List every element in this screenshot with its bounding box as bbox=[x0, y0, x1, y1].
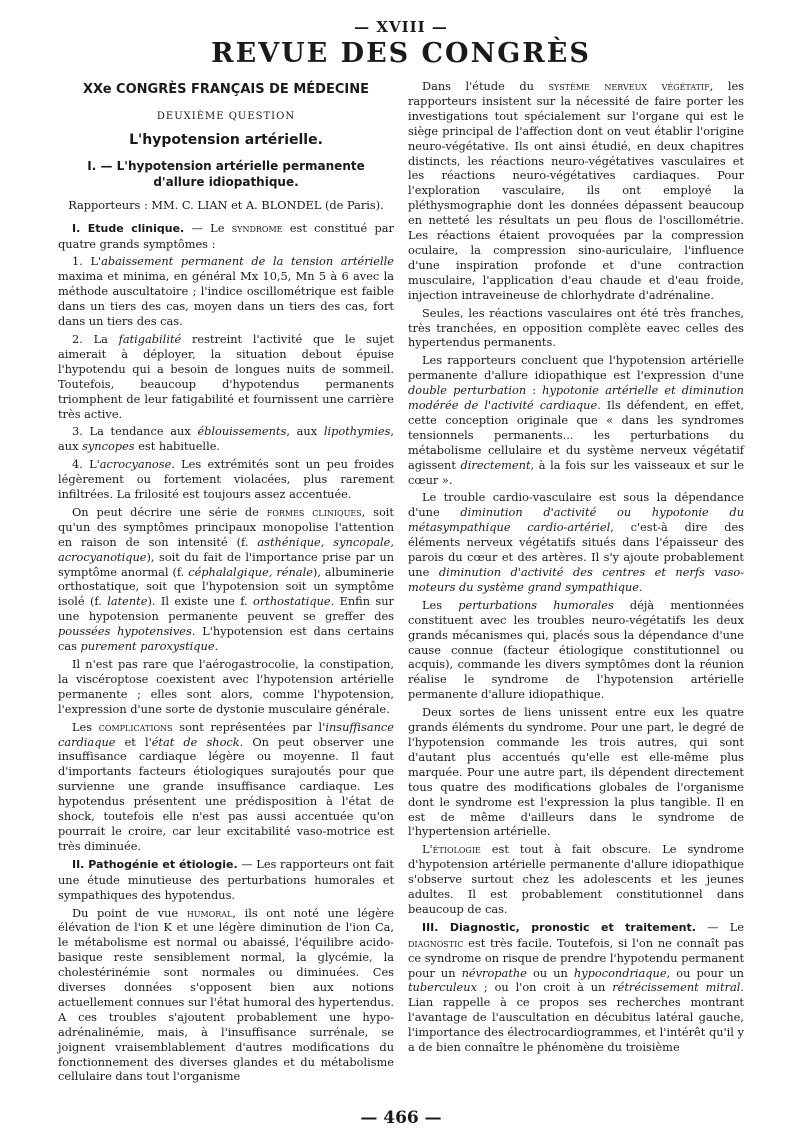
text: Les bbox=[422, 597, 459, 612]
text: , aux bbox=[58, 424, 394, 454]
text: formes cliniques bbox=[266, 504, 362, 519]
text: 4. L' bbox=[72, 457, 100, 472]
paragraph bbox=[408, 598, 744, 702]
text: 3. La tendance aux bbox=[72, 424, 198, 439]
text: asthénique, syncopale, acrocyanotique bbox=[58, 534, 394, 564]
text: syndrome bbox=[231, 220, 283, 235]
text: diminution d'activité ou hypotonie du métasympathique cardio-artériel bbox=[408, 505, 745, 535]
text: — Le bbox=[184, 220, 232, 235]
text: diagnostic bbox=[408, 935, 464, 950]
text: restreint l'activité que le sujet aimerait à déployer, la situation debout épuise l'hypotendu qui a besoin de longues nuits de sommeil. Toutefois, beaucoup d'hypotendus permanents triomphent de leur fatigabilité et fournissent une carrière très active. bbox=[58, 331, 394, 421]
right-column bbox=[408, 79, 744, 1087]
text: . On peut observer une insuffisance cardiaque légère ou moyenne. Il faut d'importants facteurs étiologiques surajoutés pour que survienne une grande insuffisance cardiaque. Les hypotendus présentent une prédisposition à l'état de shock, toutefois elle n'est pas aussi accentuée qu'on pourrait le croire, car leur excitabilité vaso-motrice est très diminuée. bbox=[58, 734, 395, 853]
text: est constitué par quatre grands symptômes : bbox=[58, 220, 394, 251]
text: double perturbation bbox=[408, 383, 527, 398]
text: complications bbox=[98, 719, 173, 734]
text: latente bbox=[107, 594, 148, 609]
text: . L'hypotension est dans certains cas bbox=[58, 624, 394, 654]
left-column bbox=[58, 79, 394, 1087]
text: déjà mentionnées constituent avec les troubles neuro-végétatifs les deux grands mécanismes qui, placés sous la dépendance d'une cause connue (facteur étiologique constitutionnel ou acquis), commande les divers symptômes dont la réunion réalise le syndrome de l'hypotension artérielle permanente d'allure idiopathique. bbox=[408, 597, 744, 702]
page bbox=[58, 18, 744, 1128]
text: abaissement permanent de la tension artérielle bbox=[101, 254, 394, 269]
text: hypocondriaque bbox=[573, 965, 667, 980]
text: . bbox=[639, 579, 643, 594]
paragraph bbox=[58, 720, 394, 854]
text: , soit qu'un des symptômes principaux monopolise l'attention en raison de son intensité (f. bbox=[58, 504, 394, 549]
text: , ils ont noté une légère élévation de l'ion K et une légère diminution de l'ion Ca, le métabolisme est normal ou abaissé, l'équilibre acido-basique reste sensiblement normal, la glycémie, la cholestérinémie sont normales ou diminuées. Ces diverses données s'opposent bien aux notions actuellement connues sur l'état humoral des hypertendus. A ces troubles s'ajoutent probablement une hypo-adrénalinémie, mais, à l'insuffisance surrénale, se joignent vraisemblablement d'autres modifications du fonctionnement des diverses glandes et du métabolisme cellulaire dans tout l'organisme bbox=[58, 905, 394, 1084]
text: ou un bbox=[526, 965, 574, 980]
text: , aux bbox=[286, 424, 324, 439]
paragraph bbox=[58, 457, 394, 502]
paragraph bbox=[408, 920, 744, 1055]
text: est habituelle. bbox=[134, 439, 221, 454]
text: humoral bbox=[186, 905, 233, 920]
text: perturbations humorales bbox=[458, 597, 614, 612]
subtitle-line-1: I. — L'hypotension artérielle permanente bbox=[87, 158, 365, 173]
text: purement paroxystique bbox=[80, 639, 215, 654]
text: insuffisance cardiaque bbox=[58, 719, 394, 749]
text: Le trouble cardio-vasculaire est sous la dépendance d'une bbox=[408, 490, 744, 520]
rapporteurs-line: Rapporteurs : MM. C. LIAN et A. BLONDEL (de Paris). bbox=[68, 197, 384, 212]
question-label: DEUXIÈME QUESTION bbox=[156, 110, 296, 122]
text: orthostatique bbox=[253, 594, 331, 609]
text: , les rapporteurs insistent sur la nécessité de faire porter les investigations tout spécialement sur l'organe qui est le siège principal de l'affection dont on veut établir l'origine neuro-végétative. Ils ont ainsi étudié, en deux chapitres distincts, les réactions neuro-végétatives vasculaires et les réactions neuro-végétatives cardiaques. Pour l'exploration vasculaire, ils ont employé la pléthysmographie dont les données dépassent beaucoup en netteté les résultats un peu flous de l'oscillométrie. Les réactions étaient provoquées par la compression oculaire, la compression sino-auriculaire, l'influence d'une inspiration profonde et d'une contraction musculaire, l'application d'eau chaude et d'eau froide, injection intraveineuse de chlorhydrate d'adrénaline. bbox=[408, 79, 744, 302]
text: état de shock bbox=[151, 734, 240, 749]
text: Les rapporteurs concluent que l'hypotension artérielle permanente d'allure idiopathique est l'expression d'une bbox=[408, 353, 744, 383]
text: . Lian rappelle à ce propos ses recherches montrant l'avantage de l'auscultation en décubitus latéral gauche, l'importance des électrocardiogrammes, et l'intérêt qu'il y a de bien connaître le phénomène du troisième bbox=[408, 980, 744, 1055]
paragraph bbox=[58, 424, 394, 454]
paragraph bbox=[58, 857, 394, 903]
text: céphalalgique, rénale bbox=[188, 564, 313, 579]
text: On peut décrire une série de bbox=[72, 504, 267, 519]
text: fatigabilité bbox=[118, 331, 182, 346]
paragraph: Seules, les réactions vasculaires ont été très franches, très tranchées, en opposition complète eavec celles des hypertendus permanents. bbox=[408, 305, 744, 350]
paragraph bbox=[408, 842, 744, 917]
text: hypotonie artérielle et diminution modérée de l'activité cardiaque bbox=[408, 383, 744, 413]
text: . Ils défendent, en effet, cette conception originale que « dans les syndromes tensionnels permanents... les perturbations du métabolisme cellulaire et du système nerveux végétatif agissent bbox=[408, 398, 744, 472]
section-heading: II. Pathogénie et étiologie. bbox=[72, 857, 238, 871]
section-heading: III. Diagnostic, pronostic et traitement. bbox=[422, 920, 696, 934]
text: directement bbox=[460, 457, 531, 472]
paragraph bbox=[58, 221, 394, 252]
text: diminution d'activité des centres et nerfs vaso-moteurs du système grand sympathique bbox=[408, 565, 744, 594]
text: ), albuminerie orthostatique, soit que l'hypotension soit un symptôme isolé (f. bbox=[58, 564, 395, 609]
text: étiologie bbox=[432, 842, 481, 857]
topic-title: L'hypotension artérielle. bbox=[129, 131, 323, 148]
text: ). Il existe une f. bbox=[147, 594, 254, 609]
text: . Les extrémités sont un peu froides légèrement ou fortement violacées, plus rarement infiltrées. La frilosité est toujours assez accentuée. bbox=[58, 457, 394, 502]
text: éblouissements bbox=[197, 424, 287, 439]
paragraph bbox=[58, 254, 394, 329]
text: sont représentées par l' bbox=[172, 719, 326, 734]
text: ), soit du fait de l'importance prise par un symptôme anormal (f. bbox=[58, 549, 394, 579]
text: , c'est-à dire des éléments nerveux végétatifs situés dans l'épaisseur des parois du cœur et des artères. Il s'y ajoute probablement une bbox=[408, 520, 745, 579]
columns bbox=[58, 79, 744, 1087]
text: , à la fois sur les vaisseaux et sur le cœur ». bbox=[408, 457, 744, 487]
text: est très facile. Toutefois, si l'on ne connaît pas ce syndrome on risque de prendre l'hypotendu permanent pour un bbox=[408, 935, 744, 980]
text: . Enfin sur une hypotension permanente peuvent se greffer des bbox=[58, 594, 394, 624]
text: poussées hypotensives bbox=[58, 624, 192, 639]
text: ; ou l'on croit à un bbox=[476, 980, 613, 995]
text: Les bbox=[72, 719, 99, 734]
conference-title: XXe CONGRÈS FRANÇAIS DE MÉDECINE bbox=[83, 82, 369, 97]
text: 2. La bbox=[72, 331, 119, 346]
text: — Les rapporteurs ont fait une étude minutieuse des perturbations humorales et sympathiques des hypotendus. bbox=[58, 856, 394, 902]
text: 1. L' bbox=[72, 254, 102, 269]
section-folio: — XVIII — bbox=[354, 18, 448, 36]
paragraph bbox=[58, 332, 394, 421]
page-number: — 466 — bbox=[360, 1108, 442, 1128]
text: système nerveux végétatif bbox=[548, 79, 710, 93]
text: acrocyanose bbox=[99, 457, 172, 472]
text: syncopes bbox=[82, 439, 135, 454]
text: : bbox=[526, 383, 543, 398]
paragraph bbox=[408, 353, 744, 487]
paragraph: Il n'est pas rare que l'aérogastrocolie, la constipation, la viscéroptose coexistent avec l'hypotension artérielle permanente ; elles sont alors, comme l'hypotension, l'expression d'une sorte de dystonie musculaire générale. bbox=[58, 657, 394, 716]
paragraph bbox=[408, 79, 744, 303]
text: , ou pour un bbox=[666, 965, 744, 980]
section-subtitle bbox=[58, 158, 394, 190]
text: tuberculeux bbox=[408, 980, 477, 995]
text: et l' bbox=[115, 734, 152, 749]
paragraph bbox=[58, 906, 394, 1085]
text: lipothymies bbox=[323, 424, 391, 439]
section-heading: I. Etude clinique. bbox=[72, 221, 185, 235]
text: L' bbox=[422, 842, 433, 857]
text: . bbox=[214, 639, 219, 654]
paragraph bbox=[58, 505, 394, 654]
subtitle-line-2: d'allure idiopathique. bbox=[153, 174, 299, 189]
text: — Le bbox=[695, 919, 744, 934]
text: Dans l'étude du bbox=[422, 79, 549, 93]
paragraph bbox=[408, 490, 744, 594]
text: rétrécissement mitral bbox=[612, 980, 741, 995]
text: Du point de vue bbox=[72, 905, 187, 920]
text: maxima et minima, en général Mx 10,5, Mn 5 à 6 avec la méthode auscultatoire ; l'indice oscillométrique est faible dans un tiers des cas, moyen dans un tiers des cas, fort dans un tiers des cas. bbox=[58, 269, 394, 329]
text: est tout à fait obscure. Le syndrome d'hypotension artérielle permanente d'allure idiopathique s'observe surtout chez les adolescents et les jeunes adultes. Il est probablement constitutionnel dans beaucoup de cas. bbox=[408, 842, 744, 916]
paragraph: Deux sortes de liens unissent entre eux les quatre grands éléments du syndrome. Pour une part, le degré de l'hypotension commande les trois autres, qui sont d'autant plus accentués qu'elle est elle-même plus marquée. Pour une autre part, ils dépendent directement tous quatre des modifications globales de l'organisme dont le syndrome est l'expression la plus tangible. Il en est de même d'ailleurs dans le syndrome de l'hypertension artérielle. bbox=[408, 705, 744, 839]
text: névropathe bbox=[461, 965, 527, 980]
page-title: REVUE DES CONGRÈS bbox=[211, 38, 591, 69]
